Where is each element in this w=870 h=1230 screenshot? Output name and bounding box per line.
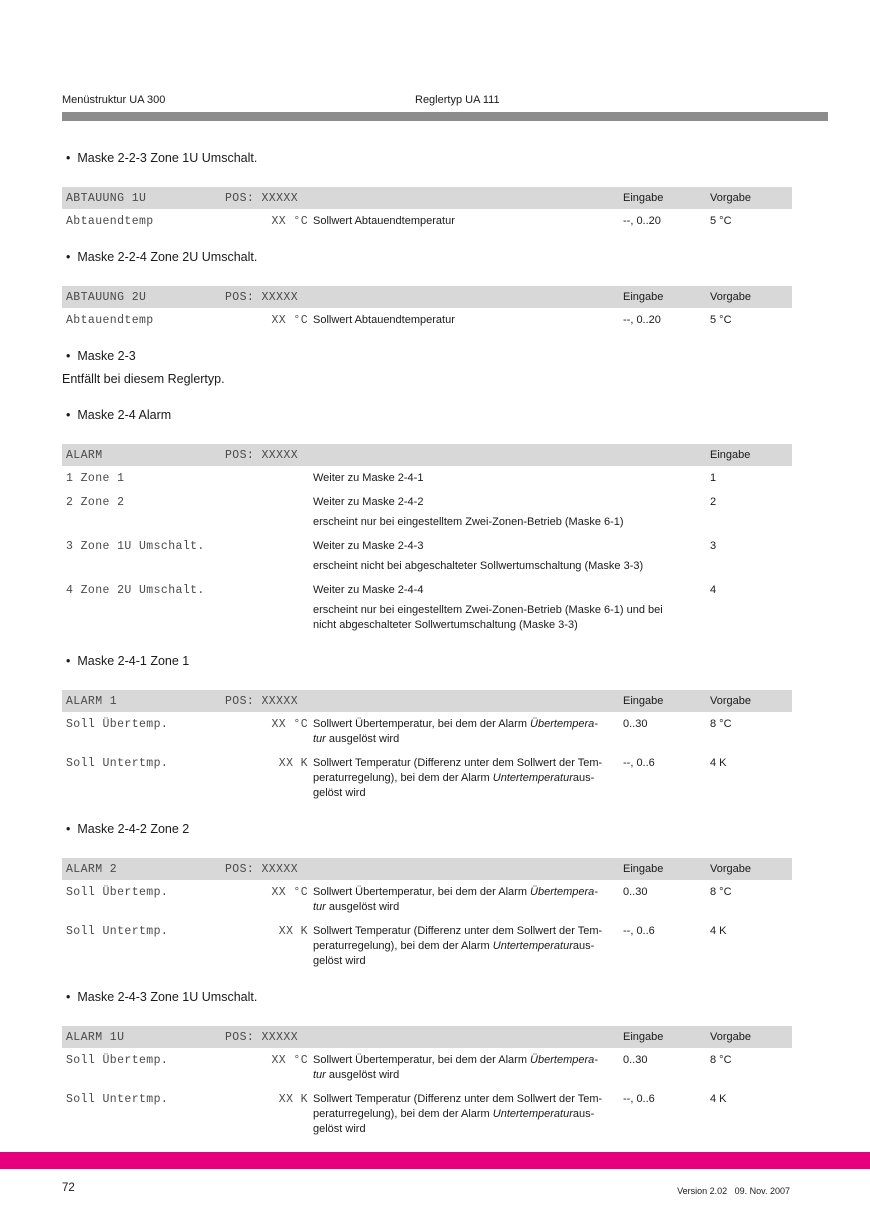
row-label: 4 Zone 2U Umschalt. <box>66 584 205 597</box>
table-row <box>62 313 792 328</box>
description-text: Weiter zu Maske 2-4-1 <box>313 472 424 484</box>
row-unit: XX K <box>278 757 308 770</box>
header-left-text: Menüstruktur UA 300 <box>62 94 166 106</box>
row-description <box>313 756 623 801</box>
table-title: ABTAUUNG 1U <box>66 191 147 205</box>
description-text-italic: tur <box>313 733 326 745</box>
page-header <box>62 94 828 107</box>
row-eingabe-value: --, 0..20 <box>623 314 661 326</box>
description-text: Sollwert Temperatur (Differenz unter dem Sollwert der Tem- <box>313 925 603 937</box>
section-heading <box>62 989 792 1005</box>
description-text: Weiter zu Maske 2-4-4 <box>313 584 424 596</box>
row-eingabe-value: 2 <box>710 496 717 508</box>
row-vorgabe-value: 8 °C <box>710 886 732 898</box>
table-row <box>62 583 792 633</box>
description-paragraph <box>313 214 611 229</box>
description-text-italic: Untertemperatur <box>492 940 573 952</box>
description-paragraph <box>313 495 698 510</box>
table-row <box>62 1092 792 1137</box>
row-eingabe-value: --, 0..20 <box>623 215 661 227</box>
description-text: Sollwert Abtauendtemperatur <box>313 314 455 326</box>
section-heading-label: Maske 2-3 <box>77 349 136 363</box>
table-pos-field: POS: XXXXX <box>225 290 299 304</box>
description-text: gelöst wird <box>313 787 366 799</box>
table-row <box>62 539 792 574</box>
column-header-vorgabe: Vorgabe <box>710 695 751 707</box>
row-description <box>313 495 710 530</box>
section-heading-label: Maske 2-4-1 Zone 1 <box>77 654 190 668</box>
row-description <box>313 583 710 633</box>
section-heading <box>62 407 792 423</box>
row-eingabe-value: --, 0..6 <box>623 925 655 937</box>
row-vorgabe-value: 5 °C <box>710 215 732 227</box>
description-text-italic: Untertemperatur <box>492 1108 573 1120</box>
row-unit: XX K <box>278 1093 308 1106</box>
description-text: peraturregelung), bei dem der Alarm <box>313 1108 493 1120</box>
description-paragraph <box>313 539 698 554</box>
row-description <box>313 885 623 915</box>
data-table <box>62 1026 792 1137</box>
table-body <box>62 308 792 328</box>
row-unit: XX K <box>278 925 308 938</box>
footer-accent-bar <box>0 1152 870 1169</box>
section-heading-label: Maske 2-4-3 Zone 1U Umschalt. <box>77 990 258 1004</box>
row-description <box>313 214 623 229</box>
section-heading <box>62 348 792 364</box>
column-header-eingabe: Eingabe <box>623 1031 664 1043</box>
table-title: ALARM <box>66 448 103 462</box>
header-center-text: Reglertyp UA 111 <box>415 94 500 106</box>
row-label: 2 Zone 2 <box>66 496 125 509</box>
bullet-icon: • <box>66 250 71 264</box>
section-heading-label: Maske 2-2-3 Zone 1U Umschalt. <box>77 151 258 165</box>
row-description <box>313 1053 623 1083</box>
description-text: ausgelöst wird <box>325 901 400 913</box>
section-heading <box>62 150 792 166</box>
row-eingabe-value: 0..30 <box>623 886 648 898</box>
row-unit: XX °C <box>271 1054 308 1067</box>
row-label: Soll Übertemp. <box>66 718 169 731</box>
description-text: aus- <box>572 1108 595 1120</box>
description-paragraph <box>313 559 698 574</box>
description-text: aus- <box>572 940 595 952</box>
description-paragraph <box>313 717 611 747</box>
table-pos-field: POS: XXXXX <box>225 1030 299 1044</box>
row-eingabe-value: 3 <box>710 540 717 552</box>
table-row <box>62 717 792 747</box>
row-eingabe-value: 1 <box>710 472 717 484</box>
table-header-row <box>62 286 792 308</box>
column-header-vorgabe: Vorgabe <box>710 291 751 303</box>
description-text: ausgelöst wird <box>325 733 400 745</box>
column-header-vorgabe: Vorgabe <box>710 1031 751 1043</box>
description-text: peraturregelung), bei dem der Alarm <box>313 772 493 784</box>
description-text: erscheint nur bei eingestelltem Zwei-Zonen-Betrieb (Maske 6-1) <box>313 516 624 528</box>
table-title: ALARM 1U <box>66 1030 125 1044</box>
table-title: ALARM 2 <box>66 862 118 876</box>
column-header-eingabe: Eingabe <box>623 863 664 875</box>
table-row <box>62 756 792 801</box>
table-row <box>62 471 792 486</box>
table-row <box>62 924 792 969</box>
section <box>62 653 792 801</box>
section <box>62 150 792 229</box>
data-table <box>62 858 792 969</box>
column-header-vorgabe: Vorgabe <box>710 863 751 875</box>
table-body <box>62 880 792 969</box>
description-text-italic: Übertempera- <box>530 886 598 898</box>
description-text: gelöst wird <box>313 1123 366 1135</box>
description-text: ausgelöst wird <box>325 1069 400 1081</box>
bullet-icon: • <box>66 151 71 165</box>
description-text: Sollwert Temperatur (Differenz unter dem Sollwert der Tem- <box>313 757 603 769</box>
column-header-eingabe: Eingabe <box>623 291 664 303</box>
section <box>62 249 792 328</box>
table-title: ALARM 1 <box>66 694 118 708</box>
section-note: Entfällt bei diesem Reglertyp. <box>62 372 225 386</box>
row-unit: XX °C <box>271 718 308 731</box>
description-text: nicht abgeschalteter Sollwertumschaltung (Maske 3-3) <box>313 619 578 631</box>
table-row <box>62 885 792 915</box>
row-eingabe-value: 0..30 <box>623 718 648 730</box>
row-unit: XX °C <box>271 314 308 327</box>
description-text: aus- <box>572 772 595 784</box>
row-description <box>313 539 710 574</box>
table-header-row <box>62 1026 792 1048</box>
section-heading-label: Maske 2-4-2 Zone 2 <box>77 822 190 836</box>
content-area <box>62 130 792 1137</box>
section-heading <box>62 821 792 837</box>
row-vorgabe-value: 5 °C <box>710 314 732 326</box>
row-vorgabe-value: 8 °C <box>710 1054 732 1066</box>
row-description <box>313 1092 623 1137</box>
section-heading-label: Maske 2-2-4 Zone 2U Umschalt. <box>77 250 258 264</box>
row-label: 3 Zone 1U Umschalt. <box>66 540 205 553</box>
description-paragraph <box>313 471 698 486</box>
column-header-eingabe: Eingabe <box>623 695 664 707</box>
table-header-row <box>62 444 792 466</box>
table-pos-field: POS: XXXXX <box>225 191 299 205</box>
table-pos-field: POS: XXXXX <box>225 862 299 876</box>
row-vorgabe-value: 8 °C <box>710 718 732 730</box>
description-text: Weiter zu Maske 2-4-2 <box>313 496 424 508</box>
bullet-icon: • <box>66 990 71 1004</box>
table-row <box>62 1053 792 1083</box>
row-description <box>313 717 623 747</box>
row-vorgabe-value: 4 K <box>710 1093 727 1105</box>
data-table <box>62 690 792 801</box>
description-text-italic: Übertempera- <box>530 718 598 730</box>
description-text-italic: tur <box>313 901 326 913</box>
header-rule <box>62 112 828 121</box>
data-table <box>62 187 792 229</box>
table-header-row <box>62 858 792 880</box>
row-description <box>313 313 623 328</box>
description-text: Sollwert Übertemperatur, bei dem der Alarm <box>313 1054 531 1066</box>
row-label: Soll Übertemp. <box>66 1054 169 1067</box>
description-paragraph <box>313 1053 611 1083</box>
row-vorgabe-value: 4 K <box>710 757 727 769</box>
row-eingabe-value: --, 0..6 <box>623 757 655 769</box>
description-paragraph <box>313 603 698 633</box>
description-paragraph <box>313 885 611 915</box>
version-info: Version 2.02 09. Nov. 2007 <box>677 1186 790 1196</box>
row-label: Soll Übertemp. <box>66 886 169 899</box>
table-row <box>62 214 792 229</box>
section-heading <box>62 249 792 265</box>
row-eingabe-value: 4 <box>710 584 717 596</box>
table-row <box>62 495 792 530</box>
section <box>62 348 792 387</box>
description-paragraph <box>313 924 611 969</box>
row-label: Soll Untertmp. <box>66 1093 169 1106</box>
description-paragraph <box>313 1092 611 1137</box>
table-header-row <box>62 187 792 209</box>
page-number: 72 <box>62 1182 75 1194</box>
row-description <box>313 471 710 486</box>
row-description <box>313 924 623 969</box>
description-paragraph <box>313 756 611 801</box>
section-heading-label: Maske 2-4 Alarm <box>77 408 172 422</box>
row-unit: XX °C <box>271 215 308 228</box>
description-text: peraturregelung), bei dem der Alarm <box>313 940 493 952</box>
description-text: erscheint nur bei eingestelltem Zwei-Zonen-Betrieb (Maske 6-1) und bei <box>313 604 663 616</box>
description-paragraph <box>313 583 698 598</box>
description-text: Sollwert Temperatur (Differenz unter dem Sollwert der Tem- <box>313 1093 603 1105</box>
description-text: erscheint nicht bei abgeschalteter Sollwertumschaltung (Maske 3-3) <box>313 560 644 572</box>
description-text: Sollwert Übertemperatur, bei dem der Alarm <box>313 886 531 898</box>
table-header-row <box>62 690 792 712</box>
description-text: Sollwert Abtauendtemperatur <box>313 215 455 227</box>
section <box>62 821 792 969</box>
section <box>62 407 792 633</box>
description-text: Weiter zu Maske 2-4-3 <box>313 540 424 552</box>
table-body <box>62 209 792 229</box>
column-header-eingabe: Eingabe <box>623 192 664 204</box>
table-pos-field: POS: XXXXX <box>225 448 299 462</box>
data-table <box>62 444 792 633</box>
section <box>62 989 792 1137</box>
description-text-italic: Übertempera- <box>530 1054 598 1066</box>
description-paragraph <box>313 515 698 530</box>
row-eingabe-value: 0..30 <box>623 1054 648 1066</box>
section-heading <box>62 653 792 669</box>
bullet-icon: • <box>66 349 71 363</box>
data-table <box>62 286 792 328</box>
table-pos-field: POS: XXXXX <box>225 694 299 708</box>
row-label: Abtauendtemp <box>66 314 154 327</box>
bullet-icon: • <box>66 822 71 836</box>
description-text: gelöst wird <box>313 955 366 967</box>
row-vorgabe-value: 4 K <box>710 925 727 937</box>
description-paragraph <box>313 313 611 328</box>
table-body <box>62 712 792 801</box>
table-title: ABTAUUNG 2U <box>66 290 147 304</box>
row-label: Soll Untertmp. <box>66 757 169 770</box>
row-unit: XX °C <box>271 886 308 899</box>
row-label: Soll Untertmp. <box>66 925 169 938</box>
description-text-italic: tur <box>313 1069 326 1081</box>
table-body <box>62 466 792 633</box>
table-body <box>62 1048 792 1137</box>
column-header-vorgabe: Vorgabe <box>710 192 751 204</box>
bullet-icon: • <box>66 408 71 422</box>
description-text: Sollwert Übertemperatur, bei dem der Alarm <box>313 718 531 730</box>
column-header-eingabe: Eingabe <box>710 449 751 461</box>
row-label: Abtauendtemp <box>66 215 154 228</box>
row-label: 1 Zone 1 <box>66 472 125 485</box>
bullet-icon: • <box>66 654 71 668</box>
row-eingabe-value: --, 0..6 <box>623 1093 655 1105</box>
description-text-italic: Untertemperatur <box>492 772 573 784</box>
